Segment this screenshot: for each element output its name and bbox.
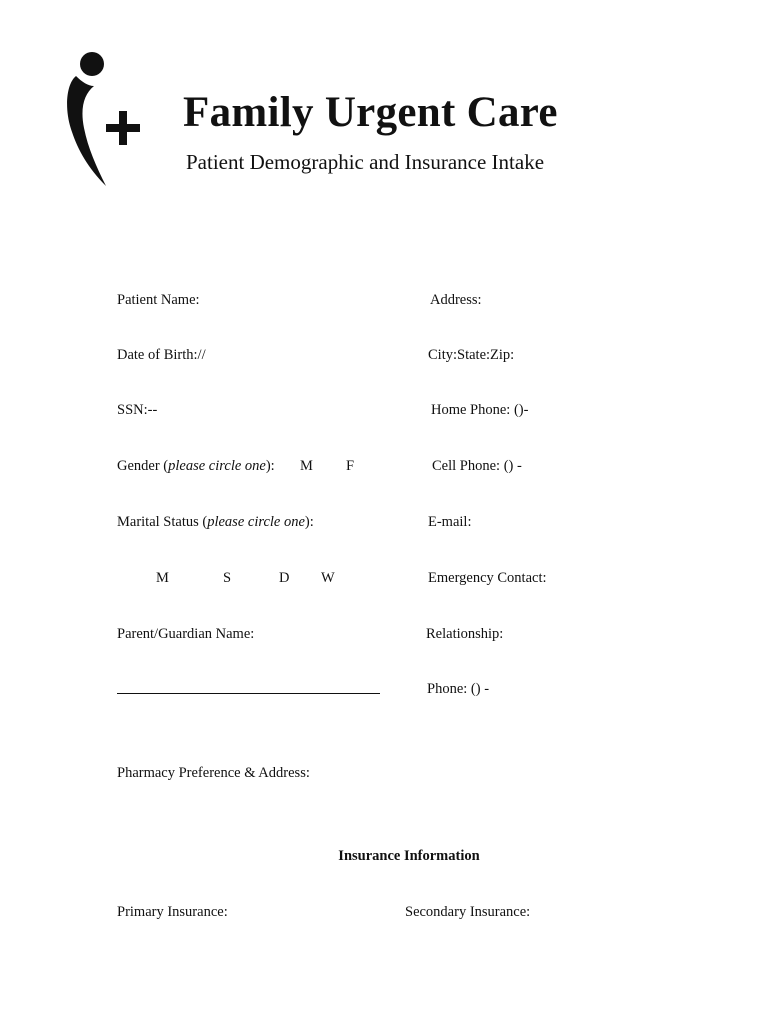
- marital-status-field: [117, 513, 314, 531]
- page-title: Family Urgent Care: [183, 89, 558, 136]
- clinic-logo: [62, 50, 154, 188]
- gender-label-close: ):: [265, 458, 275, 474]
- cell-phone-field[interactable]: [432, 457, 522, 475]
- dob-slash-1: /: [197, 347, 202, 363]
- insurance-section-title-text: Insurance Information: [338, 848, 480, 864]
- guardian-phone-dash: -: [484, 681, 490, 697]
- guardian-phone-close-paren: ): [475, 681, 481, 697]
- dob-field[interactable]: [117, 346, 206, 364]
- state-label: State:: [457, 347, 491, 363]
- home-phone-label: Home Phone: (: [431, 402, 519, 418]
- primary-insurance-field[interactable]: [117, 903, 228, 921]
- cell-phone-close-paren: ): [508, 458, 514, 474]
- address-label: Address:: [430, 292, 482, 308]
- dob-slash-2: /: [201, 347, 206, 363]
- ssn-dash-1: -: [147, 402, 153, 418]
- primary-insurance-label: Primary Insurance:: [117, 904, 228, 920]
- person-cross-logo-icon: [67, 52, 140, 186]
- gender-option-m[interactable]: M: [300, 458, 313, 474]
- cell-phone-label: Cell Phone: (: [432, 458, 509, 474]
- secondary-insurance-field[interactable]: [405, 903, 530, 921]
- cell-phone-dash: -: [517, 458, 522, 474]
- relationship-field[interactable]: [426, 625, 503, 643]
- city-state-zip-field[interactable]: [428, 346, 514, 364]
- gender-hint: please circle one: [168, 458, 266, 474]
- city-label: City:: [428, 347, 458, 363]
- secondary-insurance-label: Secondary Insurance:: [405, 904, 531, 920]
- pharmacy-field[interactable]: [117, 764, 310, 782]
- patient-name-label: Patient Name:: [117, 292, 200, 308]
- guardian-label: Parent/Guardian Name:: [117, 626, 255, 642]
- email-label: E-mail:: [428, 514, 472, 530]
- relationship-label: Relationship:: [426, 626, 504, 642]
- gender-option-f[interactable]: F: [346, 458, 355, 474]
- gender-label: Gender (: [117, 458, 169, 474]
- marital-option-w[interactable]: W: [321, 570, 335, 586]
- zip-label: Zip:: [490, 347, 515, 363]
- emergency-contact-field[interactable]: [428, 569, 547, 587]
- insurance-section-title: [0, 848, 770, 865]
- home-phone-field[interactable]: [431, 401, 528, 419]
- guardian-phone-field[interactable]: [427, 680, 489, 698]
- home-phone-close-paren: ): [518, 402, 524, 418]
- marital-status-label: Marital Status (: [117, 514, 208, 530]
- patient-name-field[interactable]: [117, 291, 200, 309]
- ssn-field[interactable]: [117, 401, 157, 419]
- email-field[interactable]: [428, 513, 472, 531]
- dob-label: Date of Birth:: [117, 347, 198, 363]
- marital-status-label-close: ):: [304, 514, 314, 530]
- page-subtitle: Patient Demographic and Insurance Intake: [186, 150, 545, 174]
- pharmacy-label: Pharmacy Preference & Address:: [117, 765, 310, 781]
- ssn-label: SSN:: [117, 402, 148, 418]
- marital-status-hint: please circle one: [207, 514, 305, 530]
- gender-field: [117, 457, 275, 475]
- marital-option-d[interactable]: D: [279, 570, 290, 586]
- marital-option-s[interactable]: S: [223, 570, 232, 586]
- address-field[interactable]: [430, 291, 482, 309]
- marital-option-m[interactable]: M: [156, 570, 169, 586]
- home-phone-dash: -: [523, 402, 529, 418]
- ssn-dash-2: -: [152, 402, 158, 418]
- emergency-contact-label: Emergency Contact:: [428, 570, 547, 586]
- guardian-name-blank[interactable]: [117, 693, 380, 694]
- guardian-phone-label: Phone: (: [427, 681, 476, 697]
